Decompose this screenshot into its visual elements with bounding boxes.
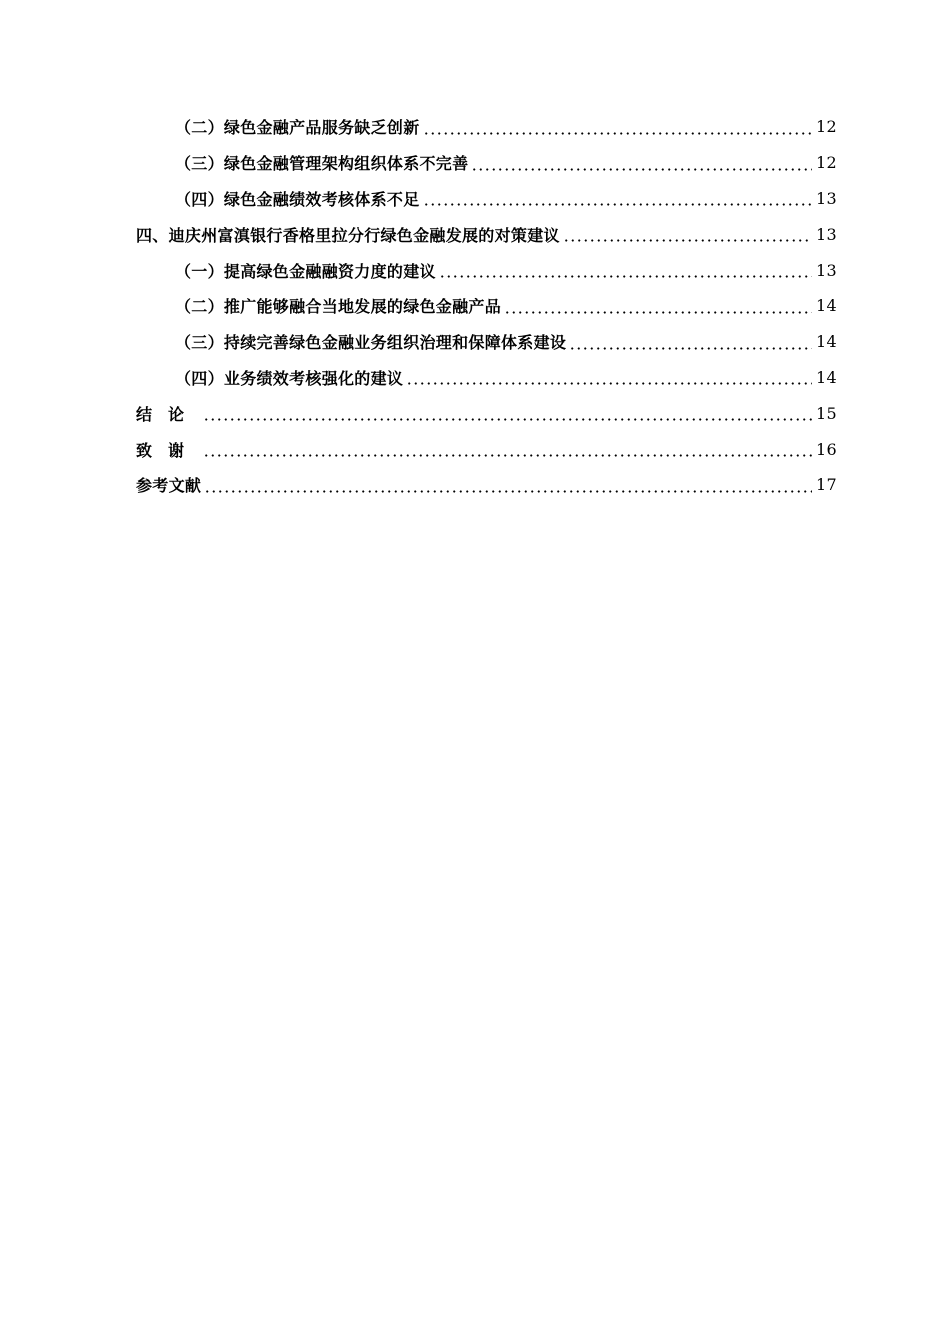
toc-entry[interactable] [0,360,950,396]
toc-dot-leader [423,203,813,206]
toc-dot-leader [406,382,812,385]
toc-dot-leader [504,311,812,314]
toc-dot-leader [423,132,813,135]
toc-dot-leader [204,490,812,493]
toc-entry-title: 四、迪庆州富滇银行香格里拉分行绿色金融发展的对策建议 [136,225,560,245]
toc-page-number: 16 [816,439,837,459]
toc-dot-leader [203,454,812,457]
toc-page-number: 14 [816,296,837,316]
toc-entry[interactable] [0,181,950,217]
toc-entry[interactable] [0,145,950,181]
toc-page-number: 14 [816,367,837,387]
toc-entry[interactable] [0,324,950,360]
toc-dot-leader [471,168,812,171]
toc-dot-leader [439,275,812,278]
toc-entry-title: 结论 [136,404,201,424]
toc-entry-title: （二）推广能够融合当地发展的绿色金融产品 [175,297,502,317]
toc-entry[interactable] [0,252,950,288]
toc-page-number: 14 [816,332,837,352]
toc-entry-title: （一）提高绿色金融融资力度的建议 [175,261,436,281]
toc-entry-title: 致谢 [136,440,201,460]
toc-page-number: 13 [816,260,837,280]
toc-entry[interactable] [0,109,950,145]
toc-entry[interactable] [0,288,950,324]
toc-acknowledgement-entry[interactable] [0,431,950,467]
toc-page-number: 12 [816,117,837,137]
toc-page-number: 13 [816,188,837,208]
toc-dot-leader [563,239,812,242]
toc-dot-leader [569,347,812,350]
toc-dot-leader [203,418,812,421]
toc-page-number: 12 [816,153,837,173]
toc-entry-title: （二）绿色金融产品服务缺乏创新 [175,118,420,138]
toc-entry-title: （三）绿色金融管理架构组织体系不完善 [175,154,469,174]
toc-page-number: 13 [816,224,837,244]
toc-entry-title: （四）绿色金融绩效考核体系不足 [175,189,420,209]
toc-entry-title: （四）业务绩效考核强化的建议 [175,368,404,388]
toc-entry-title: （三）持续完善绿色金融业务组织治理和保障体系建设 [175,333,567,353]
table-of-contents [0,109,950,503]
toc-references-entry[interactable] [0,467,950,503]
toc-conclusion-entry[interactable] [0,395,950,431]
toc-page-number: 17 [816,475,837,495]
toc-chapter-entry[interactable] [0,216,950,252]
toc-entry-title: 参考文献 [136,476,202,496]
toc-page-number: 15 [816,403,837,423]
